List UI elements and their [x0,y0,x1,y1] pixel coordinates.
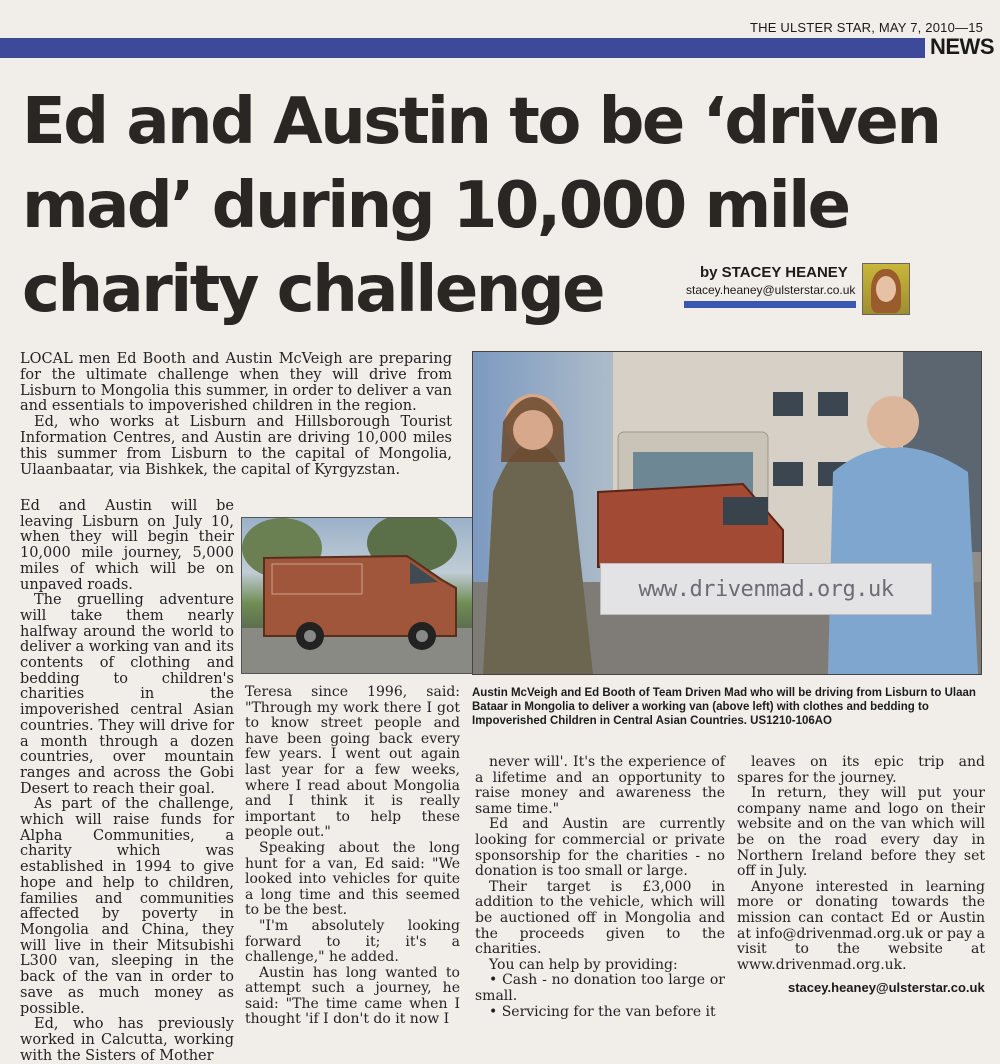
article-column-2 [245,685,460,1028]
article-column-3 [475,755,725,1020]
paragraph: "I'm absolutely looking forward to it; it's a challenge," he added. [245,917,460,966]
photo-caption: Austin McVeigh and Ed Booth of Team Driven Mad who will be driving from Lisburn to Ulaan Bataar in Mongolia to deliver a working van (above left) with clothes and bedding to Impoverished Children in Central Asian Countries. US1210-106AO [472,687,976,727]
paragraph: Austin has long wanted to attempt such a journey, he said: "The time came when I thought 'if I don't do it now I [245,964,460,1028]
headline-line-1: Ed and Austin to be ‘driven [22,85,940,159]
intro-paragraph: Ed, who works at Lisburn and Hillsborough Tourist Information Centres, and Austin are driving 10,000 miles this summer from Lisburn to the capital of Mongolia, Ulaanbaatar, via Bishkek, the capital of Kyrgyzstan. [20,414,452,478]
paragraph: never will'. It's the experience of a lifetime and an opportunity to raise money and awareness the same time." [475,754,725,817]
footer-email: stacey.heaney@ulsterstar.co.uk [788,980,985,995]
paragraph: Anyone interested in learning more or donating towards the mission can contact Ed or Austin at info@drivenmad.org.uk or pay a visit to the website at www.drivenmad.org.uk. [737,878,985,973]
bullet-item: • Cash - no donation too large or small. [475,972,725,1004]
paragraph: In return, they will put your company name and logo on their website and on the van which will be on the road every day in Northern Ireland before they set off in July. [737,785,985,880]
paragraph: Teresa since 1996, said: "Through my work there I got to know street people and have been going back every few years. I went out again last year for a few weeks, where I read about Mongolia and I think it is really important to help these people out." [245,684,460,841]
intro-paragraph: LOCAL men Ed Booth and Austin McVeigh are preparing for the ultimate challenge when they will drive from Lisburn to Mongolia this summer, in order to deliver a van and essentials to impoverished children in the region. [20,351,452,415]
article-column-1 [20,499,234,1064]
byline-author: by STACEY HEANEY [700,264,848,281]
main-photo [472,351,982,675]
byline-bar [684,301,856,308]
paragraph: Speaking about the long hunt for a van, Ed said: "We looked into vehicles for quite a long time and this seemed to be the best. [245,839,460,919]
website-banner: www.drivenmad.org.uk [600,563,932,615]
masthead-dateline: THE ULSTER STAR, MAY 7, 2010—15 [750,20,984,35]
headline-line-2: mad’ during 10,000 mile [22,169,849,243]
article-column-4 [737,755,985,973]
article-intro [20,352,452,478]
headline-line-3: charity challenge [22,253,604,327]
paragraph: Ed, who has previously worked in Calcutta, working with the Sisters of Mother [20,1016,234,1064]
section-label: NEWS [930,34,994,59]
paragraph: You can help by providing: [489,956,678,973]
paragraph: The gruelling adventure will take them nearly halfway around the world to deliver a working van and its contents of clothing and bedding to children's charities in the impoverished central Asian countries. They will drive for a month through a dozen countries, over mountain ranges and across the Gobi Desert to reach their goal. [20,592,234,797]
bullet-item: • Servicing for the van before it [489,1003,716,1020]
author-portrait [862,263,910,315]
paragraph: Ed and Austin are currently looking for commercial or private sponsorship for the charities - no donation is too small or large. [475,816,725,880]
van-photo [241,517,480,674]
paragraph: Ed and Austin will be leaving Lisburn on July 10, when they will begin their 10,000 mile journey, 5,000 miles of which will be on unpaved roads. [20,498,234,593]
masthead-bar [0,38,925,58]
paragraph: leaves on its epic trip and spares for the journey. [737,754,985,786]
paragraph: Their target is £3,000 in addition to the vehicle, which will be auctioned off in Mongolia and the proceeds given to the charities. [475,878,725,958]
paragraph: As part of the challenge, which will raise funds for Alpha Communities, a charity which was established in 1994 to give hope and help to children, families and communities affected by poverty in Mongolia and China, they will live in their Mitsubishi L300 van, sleeping in the back of the van in order to save as much money as possible. [20,796,234,1017]
byline-email: stacey.heaney@ulsterstar.co.uk [686,283,856,297]
